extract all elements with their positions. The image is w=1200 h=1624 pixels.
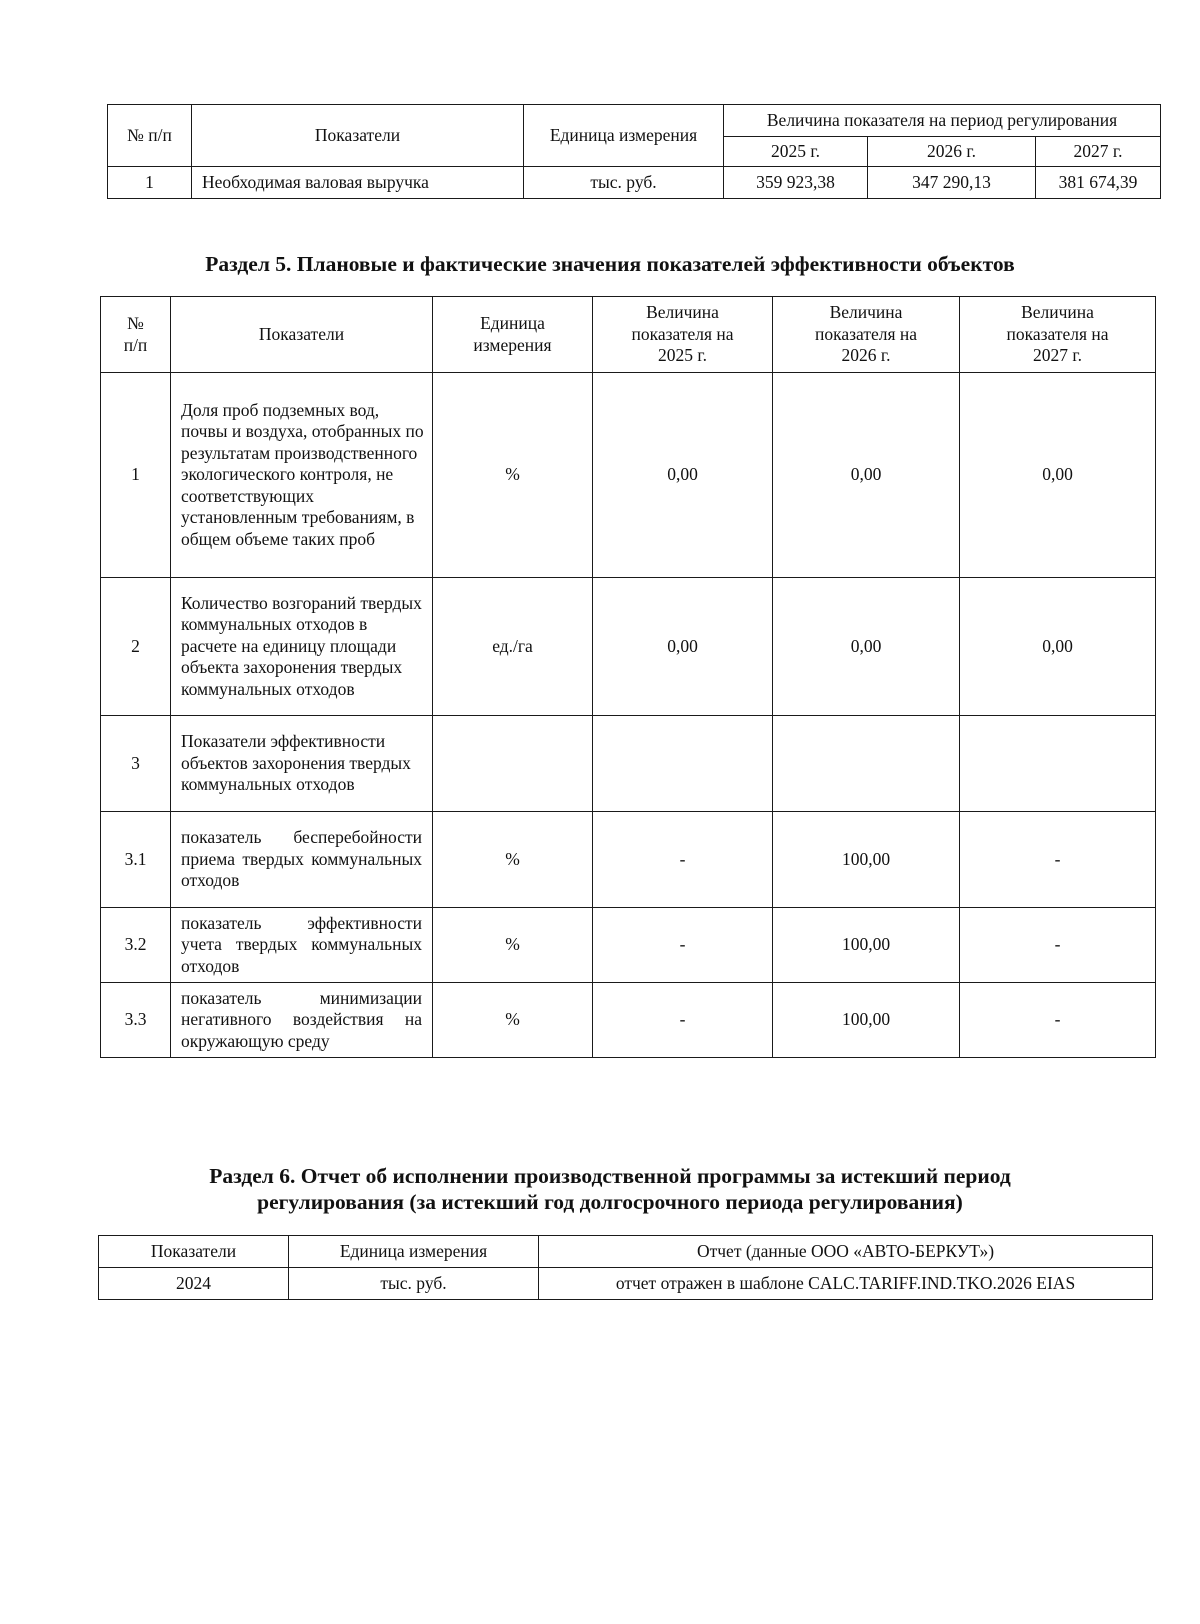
row-num: 3.3: [101, 983, 171, 1058]
row-value-2026: 100,00: [773, 908, 960, 983]
section6-title-line1: Раздел 6. Отчет об исполнении производственной программы за истекший период: [209, 1164, 1011, 1188]
efficiency-table: [100, 296, 1156, 1058]
table-row: [101, 716, 1156, 812]
header-num: № п/п: [108, 105, 192, 167]
section6-title: [10, 1163, 1200, 1215]
row-num: 1: [101, 373, 171, 578]
row-unit: %: [433, 908, 593, 983]
row-value-2027: 381 674,39: [1036, 167, 1161, 199]
table-row: [101, 812, 1156, 908]
header-unit: Единица измерения: [289, 1236, 539, 1268]
row-indicator: Необходимая валовая выручка: [192, 167, 524, 199]
header-indicator: Показатели: [171, 297, 433, 373]
row-indicator: Показатели эффективности объектов захоронения твердых коммунальных отходов: [171, 716, 433, 812]
header-report: Отчет (данные ООО «АВТО-БЕРКУТ»): [539, 1236, 1153, 1268]
row-value-2026: [773, 716, 960, 812]
row-value-2026: 0,00: [773, 373, 960, 578]
row-unit: ед./га: [433, 578, 593, 716]
row-num: 3.2: [101, 908, 171, 983]
row-indicator: 2024: [99, 1268, 289, 1300]
row-value-2025: 359 923,38: [724, 167, 868, 199]
row-indicator: показатель эффективности учета твердых коммунальных отходов: [171, 908, 433, 983]
row-indicator: показатель бесперебойности приема твердых коммунальных отходов: [171, 812, 433, 908]
section5-title: Раздел 5. Плановые и фактические значения показателей эффективности объектов: [205, 252, 1015, 276]
section6-title-line2: регулирования (за истекший год долгосрочного периода регулирования): [257, 1190, 963, 1214]
table-row: [108, 167, 1161, 199]
row-value-2027: 0,00: [960, 373, 1156, 578]
row-report: отчет отражен в шаблоне CALC.TARIFF.IND.TKO.2026 EIAS: [539, 1268, 1153, 1300]
nvv-table: [107, 104, 1161, 199]
row-unit: %: [433, 983, 593, 1058]
row-value-2025: -: [593, 812, 773, 908]
row-value-2027: 0,00: [960, 578, 1156, 716]
header-num: № п/п: [101, 297, 171, 373]
row-value-2026: 100,00: [773, 983, 960, 1058]
header-year-2027: 2027 г.: [1036, 137, 1161, 167]
row-value-2026: 347 290,13: [868, 167, 1036, 199]
header-2027: Величина показателя на 2027 г.: [960, 297, 1156, 373]
row-value-2027: -: [960, 908, 1156, 983]
header-2026: Величина показателя на 2026 г.: [773, 297, 960, 373]
row-unit: %: [433, 812, 593, 908]
row-value-2027: -: [960, 983, 1156, 1058]
header-year-2025: 2025 г.: [724, 137, 868, 167]
row-indicator: Количество возгораний твердых коммунальных отходов в расчете на единицу площади объекта захоронения твердых коммунальных отходов: [171, 578, 433, 716]
row-num: 1: [108, 167, 192, 199]
row-indicator: Доля проб подземных вод, почвы и воздуха, отобранных по результатам производственного экологического контроля, не соответствующих установленным требованиям, в общем объеме таких проб: [171, 373, 433, 578]
report-table: [98, 1235, 1153, 1300]
table-row: [101, 373, 1156, 578]
row-unit: [433, 716, 593, 812]
header-unit: Единица измерения: [524, 105, 724, 167]
table-row: [101, 908, 1156, 983]
row-value-2027: [960, 716, 1156, 812]
row-num: 3: [101, 716, 171, 812]
row-value-2025: -: [593, 908, 773, 983]
table-row: [99, 1268, 1153, 1300]
header-unit: Единица измерения: [433, 297, 593, 373]
row-value-2026: 0,00: [773, 578, 960, 716]
header-year-2026: 2026 г.: [868, 137, 1036, 167]
table-row: [101, 983, 1156, 1058]
row-num: 3.1: [101, 812, 171, 908]
row-num: 2: [101, 578, 171, 716]
row-value-2027: -: [960, 812, 1156, 908]
row-value-2026: 100,00: [773, 812, 960, 908]
header-indicator: Показатели: [192, 105, 524, 167]
row-value-2025: [593, 716, 773, 812]
row-value-2025: 0,00: [593, 578, 773, 716]
row-unit: %: [433, 373, 593, 578]
header-period: Величина показателя на период регулирования: [724, 105, 1161, 137]
row-value-2025: -: [593, 983, 773, 1058]
header-2025: Величина показателя на 2025 г.: [593, 297, 773, 373]
row-unit: тыс. руб.: [289, 1268, 539, 1300]
row-unit: тыс. руб.: [524, 167, 724, 199]
row-value-2025: 0,00: [593, 373, 773, 578]
table-row: [101, 578, 1156, 716]
row-indicator: показатель минимизации негативного воздействия на окружающую среду: [171, 983, 433, 1058]
header-indicator: Показатели: [99, 1236, 289, 1268]
